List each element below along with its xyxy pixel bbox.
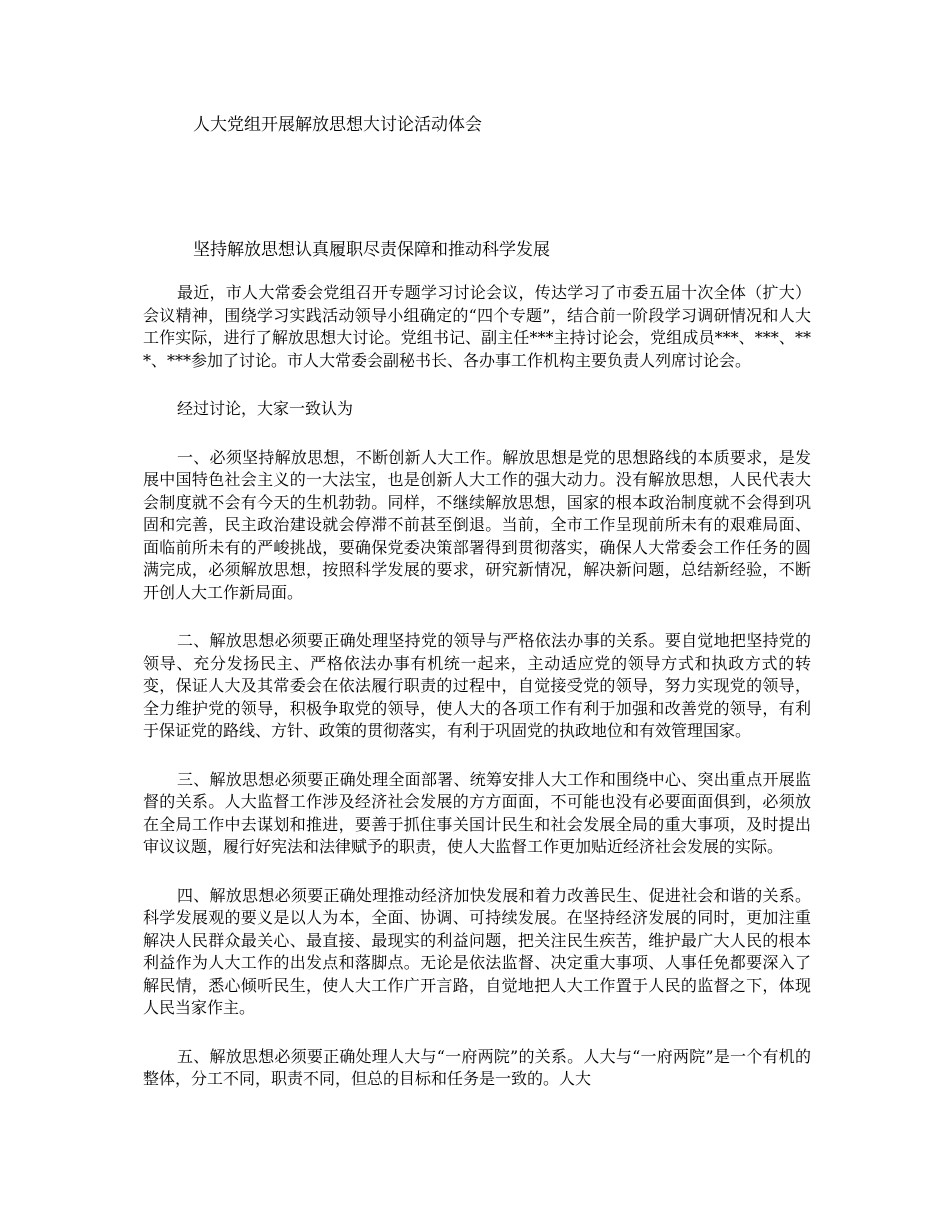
document-body — [143, 282, 811, 1117]
paragraph-point-2: 二、解放思想必须要正确处理坚持党的领导与严格依法办事的关系。要自觉地把坚持党的领导、充分发扬民主、严格依法办事有机统一起来，主动适应党的领导方式和执政方式的转变，保证人大及其常委会在依法履行职责的过程中，自觉接受党的领导，努力实现党的领导，全力维护党的领导，积极争取党的领导，使人大的各项工作有利于加强和改善党的领导，有利于保证党的路线、方针、政策的贯彻落实，有利于巩固党的执政地位和有效管理国家。 — [143, 631, 811, 740]
paragraph-point-4: 四、解放思想必须要正确处理推动经济加快发展和着力改善民生、促进社会和谐的关系。科学发展观的要义是以人为本，全面、协调、可持续发展。在坚持经济发展的同时，更加注重解决人民群众最关心、最直接、最现实的利益问题，把关注民生疾苦，维护最广大人民的根本利益作为人大工作的出发点和落脚点。无论是依法监督、决定重大事项、人事任免都要深入了解民情，悉心倾听民生，使人大工作广开言路，自觉地把人大工作置于人民的监督之下，体现人民当家作主。 — [143, 885, 811, 1017]
document-title: 人大党组开展解放思想大讨论活动体会 — [193, 115, 482, 135]
paragraph-point-5: 五、解放思想必须要正确处理人大与“一府两院”的关系。人大与“一府两院”是一个有机的整体，分工不同，职责不同，但总的目标和任务是一致的。人大 — [143, 1046, 811, 1088]
paragraph-point-1: 一、必须坚持解放思想，不断创新人大工作。解放思想是党的思想路线的本质要求，是发展中国特色社会主义的一大法宝，也是创新人大工作的强大动力。没有解放思想，人民代表大会制度就不会有今天的生机勃勃。同样，不继续解放思想，国家的根本政治制度就不会得到巩固和完善，民主政治建设就会停滞不前甚至倒退。当前，全市工作呈现前所未有的艰难局面、面临前所未有的严峻挑战，要确保党委决策部署得到贯彻落实，确保人大常委会工作任务的圆满完成，必须解放思想，按照科学发展的要求，研究新情况，解决新问题，总结新经验，不断开创人大工作新局面。 — [143, 447, 811, 602]
paragraph-point-3: 三、解放思想必须要正确处理全面部署、统筹安排人大工作和围绕中心、突出重点开展监督的关系。人大监督工作涉及经济社会发展的方方面面，不可能也没有必要面面俱到，必须放在全局工作中去谋划和推进，要善于抓住事关国计民生和社会发展全局的重大事项，及时提出审议议题，履行好宪法和法律赋予的职责，使人大监督工作更加贴近经济社会发展的实际。 — [143, 769, 811, 856]
paragraph-intro: 最近，市人大常委会党组召开专题学习讨论会议，传达学习了市委五届十次全体（扩大）会议精神，围绕学习实践活动领导小组确定的“四个专题”，结合前一阶段学习调研情况和人大工作实际，进行了解放思想大讨论。党组书记、副主任***主持讨论会，党组成员***、***、***、***参加了讨论。市人大常委会副秘书长、各办事工作机构主要负责人列席讨论会。 — [143, 283, 811, 370]
document-subtitle: 坚持解放思想认真履职尽责保障和推动科学发展 — [193, 240, 550, 260]
paragraph-consensus: 经过讨论，大家一致认为 — [177, 399, 354, 418]
